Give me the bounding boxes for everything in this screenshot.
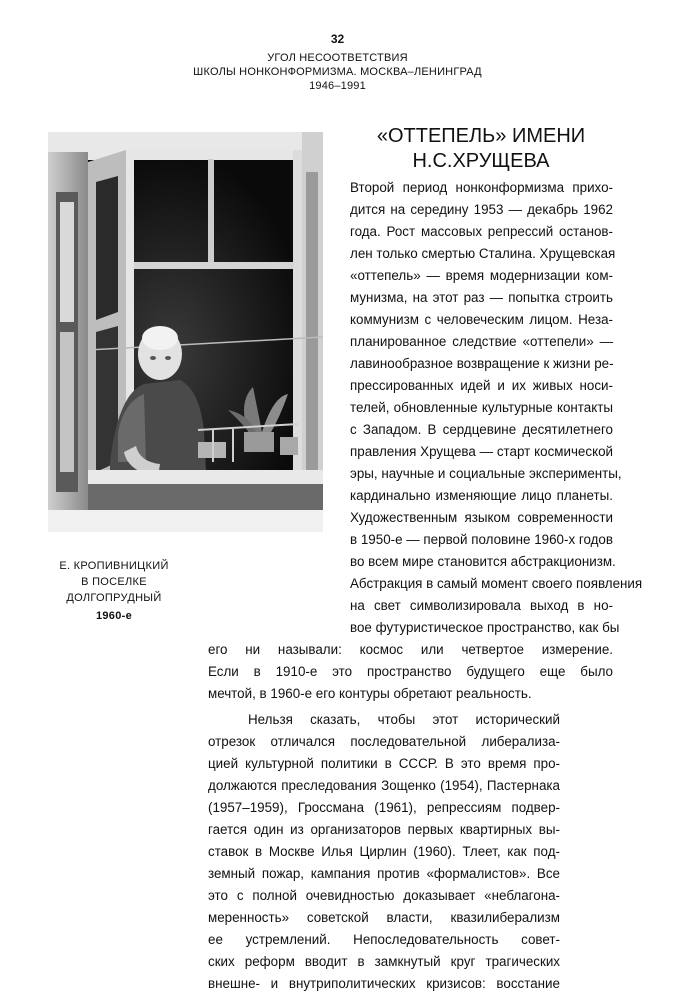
- text-line: должаются преследования Зощенко (1954), Пастернака: [208, 778, 560, 793]
- text-line: Абстракция в самый момент своего появления: [350, 576, 643, 591]
- text-line: это с полной очевидностью доказывает «неблагона-: [208, 888, 560, 903]
- caption-line: ДОЛГОПРУДНЫЙ: [66, 592, 162, 604]
- chapter-title-line: Н.С.ХРУЩЕВА: [412, 150, 550, 172]
- photo-caption: [30, 558, 198, 624]
- running-header-line: УГОЛ НЕСООТВЕТСТВИЯ: [267, 52, 408, 64]
- text-line: прессированных идей и их живых носи-: [350, 378, 613, 393]
- text-line: вое футуристическое пространство, как бы: [350, 620, 620, 635]
- text-line: коммунизм с человеческим лицом. Неза-: [350, 312, 613, 327]
- text-line: мунизма, на этот раз — попытка строить: [350, 290, 613, 305]
- text-line: ставок в Москве Илья Цирлин (1960). Тлеет, как под-: [208, 844, 560, 859]
- text-line: Если в 1910-е это пространство будущего еще было: [208, 664, 613, 679]
- photo-image: [48, 132, 323, 532]
- text-line: лавинообразное возвращение к жизни ре-: [350, 356, 614, 371]
- text-line: во всем мире становится абстракционизм.: [350, 554, 616, 569]
- text-line: Второй период нонконформизма прихо-: [350, 180, 613, 195]
- text-line: меренность» советской власти, квазилиберализм: [208, 910, 560, 925]
- caption-line: Е. КРОПИВНИЦКИЙ: [59, 560, 169, 572]
- text-line: земный пожар, кампания против «формалистов». Все: [208, 866, 560, 881]
- text-line: с Западом. В сердцевине десятилетнего: [350, 422, 613, 437]
- text-line: Нельзя сказать, чтобы этот исторический: [248, 712, 560, 727]
- text-line: его ни называли: космос или четвертое измерение.: [208, 642, 613, 657]
- caption-date: 1960-е: [95, 610, 133, 622]
- running-header-line: ШКОЛЫ НОНКОНФОРМИЗМА. МОСКВА–ЛЕНИНГРАД: [193, 66, 482, 78]
- text-line: дится на середину 1953 — декабрь 1962: [350, 202, 613, 217]
- text-line: мечтой, в 1960-е его контуры обретают реальность.: [208, 686, 532, 701]
- text-line: эры, научные и социальные эксперименты,: [350, 466, 622, 481]
- chapter-title-line: «ОТТЕПЕЛЬ» ИМЕНИ: [376, 125, 586, 147]
- text-line: отрезок отличался последовательной либерализа-: [208, 734, 560, 749]
- text-line: телей, обновленные культурные контакты: [350, 400, 613, 415]
- text-line: гается один из организаторов первых квартирных вы-: [208, 822, 560, 837]
- text-line: (1957–1959), Гроссмана (1961), репрессиям подвер-: [208, 800, 560, 815]
- text-line: цией культурной политики в СССР. В это время про-: [208, 756, 560, 771]
- chapter-title: [352, 124, 610, 174]
- running-header: [180, 51, 495, 93]
- caption-line: В ПОСЕЛКЕ: [81, 576, 147, 588]
- text-line: планированное следствие «оттепели» —: [350, 334, 613, 349]
- running-header-line: 1946–1991: [309, 80, 366, 92]
- photo-man-at-window: [48, 132, 323, 532]
- text-line: в 1950-е — первой половине 1960-х годов: [350, 532, 613, 547]
- text-line: на свет символизировала выход в но-: [350, 598, 613, 613]
- text-line: ских реформ вводит в замкнутый круг трагических: [208, 954, 560, 969]
- text-line: правления Хрущева — старт космической: [350, 444, 613, 459]
- text-line: «оттепель» — время модернизации ком-: [350, 268, 613, 283]
- text-line: лен только смертью Сталина. Хрущевская: [350, 246, 616, 261]
- page-number: 32: [330, 32, 345, 46]
- text-line: года. Рост массовых репрессий останов-: [350, 224, 613, 239]
- text-line: Художественным языком современности: [350, 510, 613, 525]
- text-line: внешне- и внутриполитических кризисов: восстание: [208, 976, 560, 991]
- text-line: кардинально изменяющие лицо планеты.: [350, 488, 613, 503]
- text-line: ее устремлений. Непоследовательность совет-: [208, 932, 560, 947]
